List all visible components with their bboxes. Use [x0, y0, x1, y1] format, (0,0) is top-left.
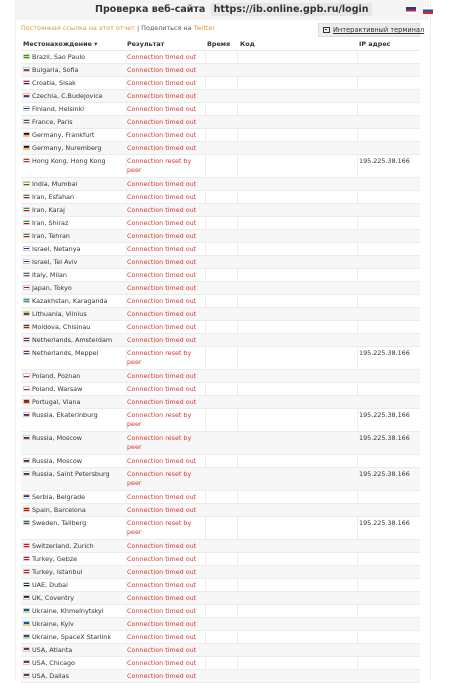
column-header-result: Результат — [127, 40, 165, 48]
result-cell: Connection timed out — [127, 66, 197, 74]
country-flag-icon — [23, 80, 30, 85]
result-cell: Connection reset by peer — [127, 470, 192, 487]
location-text: Finland, Helsinki — [32, 105, 85, 113]
table-row — [21, 383, 420, 396]
location-cell — [23, 232, 123, 241]
location-text: Germany, Nuremberg — [32, 144, 102, 152]
table-row — [21, 334, 420, 347]
result-cell: Connection timed out — [127, 385, 197, 393]
page-title-text: Проверка веб-сайта — [95, 4, 206, 15]
location-text: Netherlands, Amsterdam — [32, 336, 113, 344]
table-row — [21, 103, 420, 116]
country-flag-icon — [23, 494, 30, 499]
country-flag-icon — [23, 412, 30, 417]
country-flag-icon — [23, 543, 30, 548]
table-row — [21, 178, 420, 191]
table-row — [21, 204, 420, 217]
column-header-code: Код — [240, 40, 255, 48]
location-text: Serbia, Belgrade — [32, 493, 86, 501]
checked-url: https://ib.online.gpb.ru/login — [211, 3, 372, 16]
location-cell — [23, 131, 123, 140]
result-cell: Connection timed out — [127, 493, 197, 501]
location-text: Spain, Barcelona — [32, 506, 86, 514]
location-text: Ukraine, SpaceX Starlink — [32, 633, 112, 641]
table-row — [21, 90, 420, 103]
country-flag-icon — [23, 337, 30, 342]
country-flag-icon — [23, 285, 30, 290]
location-text: Ukraine, Khmelnytskyi — [32, 607, 104, 615]
location-cell — [23, 398, 123, 407]
ip-address-cell: 195.225.38.166 — [359, 349, 410, 357]
result-cell: Connection timed out — [127, 144, 197, 152]
location-text: Israel, Tel Aviv — [32, 258, 78, 266]
table-row — [21, 491, 420, 504]
result-cell: Connection timed out — [127, 131, 197, 139]
location-cell — [23, 297, 123, 306]
location-text: USA, Atlanta — [32, 646, 73, 654]
table-row — [21, 116, 420, 129]
location-text: Japan, Tokyo — [32, 284, 72, 292]
table-row — [21, 347, 420, 370]
result-cell: Connection timed out — [127, 53, 197, 61]
report-links — [21, 24, 215, 33]
result-cell: Connection timed out — [127, 79, 197, 87]
country-flag-icon — [23, 458, 30, 463]
result-cell: Connection timed out — [127, 607, 197, 615]
result-cell: Connection timed out — [127, 180, 197, 188]
ip-address-cell: 195.225.38.166 — [359, 157, 410, 165]
country-flag-icon — [23, 298, 30, 303]
country-flag-icon — [23, 54, 30, 59]
location-text: Russia, Saint Petersburg — [32, 470, 110, 478]
table-row — [21, 517, 420, 540]
result-cell: Connection timed out — [127, 271, 197, 279]
table-row — [21, 142, 420, 155]
result-cell: Connection timed out — [127, 193, 197, 201]
location-cell — [23, 349, 123, 358]
country-flag-icon — [23, 194, 30, 199]
location-cell — [23, 245, 123, 254]
share-twitter-link[interactable]: Twitter — [193, 24, 215, 32]
result-cell: Connection timed out — [127, 258, 197, 266]
table-row — [21, 256, 420, 269]
country-flag-icon — [23, 386, 30, 391]
result-cell: Connection timed out — [127, 206, 197, 214]
country-flag-icon — [23, 471, 30, 476]
country-flag-icon — [23, 132, 30, 137]
result-cell: Connection timed out — [127, 620, 197, 628]
location-cell — [23, 470, 123, 479]
location-text: UAE, Dubai — [32, 581, 68, 589]
table-header — [21, 40, 420, 50]
country-flag-icon — [23, 119, 30, 124]
table-row — [21, 618, 420, 631]
result-cell: Connection timed out — [127, 372, 197, 380]
location-cell — [23, 53, 123, 62]
table-row — [21, 670, 420, 683]
result-cell: Connection reset by peer — [127, 434, 192, 451]
uk-flag-icon[interactable] — [406, 7, 416, 14]
location-cell — [23, 193, 123, 202]
location-cell — [23, 542, 123, 551]
country-flag-icon — [23, 621, 30, 626]
location-cell — [23, 506, 123, 515]
location-cell — [23, 594, 123, 603]
location-text: USA, Chicago — [32, 659, 75, 667]
country-flag-icon — [23, 145, 30, 150]
column-header-time: Время — [207, 40, 231, 48]
result-cell: Connection timed out — [127, 310, 197, 318]
table-row — [21, 432, 420, 455]
table-row — [21, 370, 420, 383]
country-flag-icon — [23, 67, 30, 72]
location-text: Hong Kong, Hong Kong — [32, 157, 106, 165]
country-flag-icon — [23, 93, 30, 98]
result-cell: Connection timed out — [127, 659, 197, 667]
location-cell — [23, 219, 123, 228]
country-flag-icon — [23, 373, 30, 378]
country-flag-icon — [23, 556, 30, 561]
country-flag-icon — [23, 647, 30, 652]
location-cell — [23, 620, 123, 629]
location-text: Moldova, Chisinau — [32, 323, 91, 331]
country-flag-icon — [23, 569, 30, 574]
result-cell: Connection timed out — [127, 672, 197, 680]
location-text: Iran, Shiraz — [32, 219, 69, 227]
ip-address-cell: 195.225.38.166 — [359, 470, 410, 478]
location-text: USA, Dallas — [32, 672, 69, 680]
table-row — [21, 579, 420, 592]
country-flag-icon — [23, 272, 30, 277]
column-header-location[interactable]: Местонахождение ▾ — [23, 40, 98, 48]
links-separator: | — [136, 24, 140, 32]
location-cell — [23, 457, 123, 466]
table-row — [21, 657, 420, 670]
result-cell: Connection timed out — [127, 542, 197, 550]
result-cell: Connection timed out — [127, 284, 197, 292]
result-cell: Connection timed out — [127, 336, 197, 344]
table-row — [21, 191, 420, 204]
table-row — [21, 631, 420, 644]
table-row — [21, 540, 420, 553]
table-row — [21, 308, 420, 321]
interactive-terminal-label: Интерактивный терминал — [333, 26, 425, 34]
table-row — [21, 64, 420, 77]
result-cell: Connection timed out — [127, 118, 197, 126]
location-cell — [23, 672, 123, 681]
country-flag-icon — [23, 634, 30, 639]
table-row — [21, 155, 420, 178]
result-cell: Connection timed out — [127, 105, 197, 113]
location-cell — [23, 271, 123, 280]
table-row — [21, 566, 420, 579]
location-cell — [23, 659, 123, 668]
location-cell — [23, 105, 123, 114]
location-text: Kazakhstan, Karaganda — [32, 297, 108, 305]
location-cell — [23, 66, 123, 75]
country-flag-icon — [23, 207, 30, 212]
location-text: Brazil, Sao Paulo — [32, 53, 86, 61]
table-row — [21, 592, 420, 605]
table-row — [21, 455, 420, 468]
location-cell — [23, 555, 123, 564]
location-text: Iran, Esfahan — [32, 193, 75, 201]
country-flag-icon — [23, 259, 30, 264]
location-text: Lithuania, Vilnius — [32, 310, 87, 318]
result-cell: Connection timed out — [127, 398, 197, 406]
location-cell — [23, 633, 123, 642]
location-cell — [23, 310, 123, 319]
country-flag-icon — [23, 595, 30, 600]
country-flag-icon — [23, 324, 30, 329]
result-cell: Connection timed out — [127, 568, 197, 576]
column-header-ip: IP адрес — [359, 40, 391, 48]
location-text: Poland, Warsaw — [32, 385, 83, 393]
country-flag-icon — [23, 246, 30, 251]
page-title — [95, 3, 372, 16]
country-flag-icon — [23, 181, 30, 186]
result-cell: Connection timed out — [127, 581, 197, 589]
table-row — [21, 77, 420, 90]
location-cell — [23, 180, 123, 189]
location-text: Germany, Frankfurt — [32, 131, 95, 139]
share-prefix: Поделиться на — [141, 24, 192, 32]
location-cell — [23, 646, 123, 655]
table-row — [21, 129, 420, 142]
location-text: Poland, Poznan — [32, 372, 81, 380]
location-text: Czechia, C.Budejovice — [32, 92, 103, 100]
table-row — [21, 321, 420, 334]
country-flag-icon — [23, 220, 30, 225]
location-cell — [23, 385, 123, 394]
location-cell — [23, 336, 123, 345]
ip-address-cell: 195.225.38.166 — [359, 519, 410, 527]
location-text: Russia, Ekaterinburg — [32, 411, 98, 419]
location-text: Sweden, Tallberg — [32, 519, 87, 527]
location-text: Turkey, Gebze — [32, 555, 78, 563]
location-text: Iran, Karaj — [32, 206, 65, 214]
table-row — [21, 468, 420, 491]
result-cell: Connection timed out — [127, 457, 197, 465]
ip-address-cell: 195.225.38.166 — [359, 434, 410, 442]
result-cell: Connection timed out — [127, 219, 197, 227]
table-row — [21, 605, 420, 618]
location-text: Portugal, Viana — [32, 398, 81, 406]
location-cell — [23, 79, 123, 88]
table-row — [21, 217, 420, 230]
table-row — [21, 295, 420, 308]
result-cell: Connection reset by peer — [127, 519, 192, 536]
country-flag-icon — [23, 673, 30, 678]
location-cell — [23, 92, 123, 101]
ip-address-cell: 195.225.38.166 — [359, 411, 410, 419]
country-flag-icon — [23, 582, 30, 587]
result-cell: Connection timed out — [127, 594, 197, 602]
location-text: Russia, Moscow — [32, 457, 83, 465]
location-text: France, Paris — [32, 118, 73, 126]
table-row — [21, 282, 420, 295]
location-cell — [23, 372, 123, 381]
location-cell — [23, 284, 123, 293]
country-flag-icon — [23, 233, 30, 238]
location-cell — [23, 144, 123, 153]
result-cell: Connection timed out — [127, 323, 197, 331]
result-cell: Connection timed out — [127, 633, 197, 641]
country-flag-icon — [23, 660, 30, 665]
interactive-terminal-button[interactable] — [318, 23, 425, 37]
location-cell — [23, 519, 123, 528]
location-cell — [23, 157, 123, 166]
result-cell: Connection reset by peer — [127, 411, 192, 428]
country-flag-icon — [23, 520, 30, 525]
location-cell — [23, 434, 123, 443]
table-row — [21, 409, 420, 432]
result-cell: Connection timed out — [127, 297, 197, 305]
table-row — [21, 51, 420, 64]
result-cell: Connection timed out — [127, 555, 197, 563]
location-cell — [23, 607, 123, 616]
country-flag-icon — [23, 507, 30, 512]
table-row — [21, 396, 420, 409]
location-text: Israel, Netanya — [32, 245, 81, 253]
country-flag-icon — [23, 399, 30, 404]
location-text: Netherlands, Meppel — [32, 349, 99, 357]
location-cell — [23, 493, 123, 502]
result-cell: Connection timed out — [127, 506, 197, 514]
location-cell — [23, 323, 123, 332]
location-text: Russia, Moscow — [32, 434, 83, 442]
location-text: Switzerland, Zurich — [32, 542, 94, 550]
country-flag-icon — [23, 311, 30, 316]
location-cell — [23, 118, 123, 127]
location-cell — [23, 568, 123, 577]
ru-flag-icon[interactable] — [423, 7, 433, 14]
country-flag-icon — [23, 435, 30, 440]
location-cell — [23, 411, 123, 420]
location-cell — [23, 258, 123, 267]
country-flag-icon — [23, 608, 30, 613]
table-row — [21, 553, 420, 566]
result-cell: Connection reset by peer — [127, 349, 192, 366]
result-cell: Connection reset by peer — [127, 157, 192, 174]
location-cell — [23, 581, 123, 590]
table-row — [21, 644, 420, 657]
location-text: Bulgaria, Sofia — [32, 66, 79, 74]
country-flag-icon — [23, 106, 30, 111]
table-row — [21, 230, 420, 243]
country-flag-icon — [23, 350, 30, 355]
location-text: Italy, Milan — [32, 271, 67, 279]
location-text: UK, Coventry — [32, 594, 74, 602]
location-text: Croatia, Sisak — [32, 79, 76, 87]
location-text: Turkey, Istanbul — [32, 568, 83, 576]
table-row — [21, 269, 420, 282]
terminal-icon — [323, 27, 330, 33]
table-row — [21, 243, 420, 256]
result-cell: Connection timed out — [127, 232, 197, 240]
location-text: India, Mumbai — [32, 180, 78, 188]
location-cell — [23, 206, 123, 215]
result-cell: Connection timed out — [127, 92, 197, 100]
country-flag-icon — [23, 158, 30, 163]
location-text: Iran, Tehran — [32, 232, 70, 240]
location-text: Ukraine, Kyiv — [32, 620, 74, 628]
table-row — [21, 504, 420, 517]
result-cell: Connection timed out — [127, 646, 197, 654]
permalink-link[interactable]: Постоянная ссылка на этот отчет — [21, 24, 135, 32]
result-cell: Connection timed out — [127, 245, 197, 253]
